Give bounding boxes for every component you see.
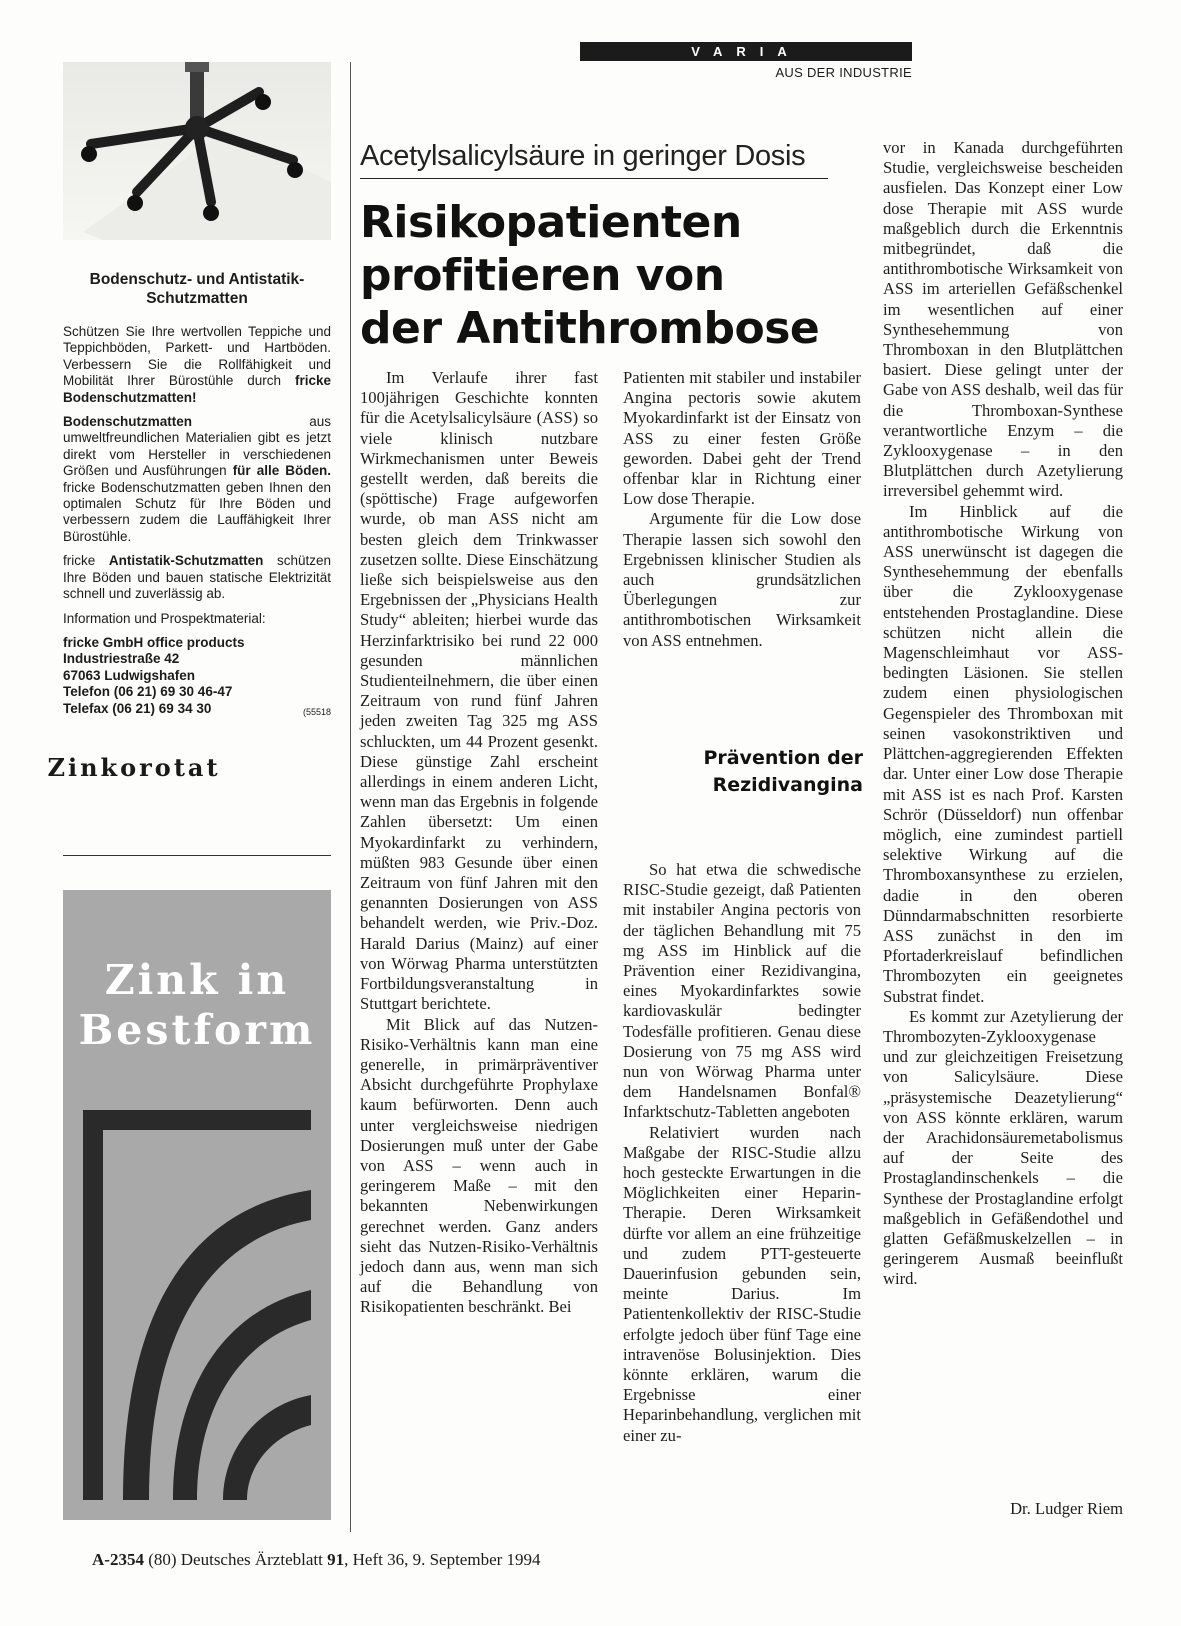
subheading-line-2: Rezidivangina [712,774,863,796]
ad-paragraph-2 [63,414,331,545]
ad-bold-text: für alle Böden. [232,463,331,479]
article-column-2-top [623,368,861,651]
paragraph: So hat etwa die schwedische RISC-Studie gezeigt, daß Patienten mit instabiler Angina pectoris von der täglichen Behandlung mit 75 mg ASS im Hinblick auf die Prävention einer Rezidivangina, eines Myokardinfarktes sowie kardiovaskulär bedingter Todesfälle profitieren. Genau diese Dosierung von 75 mg ASS wird nun von Wörwag Pharma unter dem Handelsnamen Bonfal® Infarktschutz-Tabletten angeboten [623,860,861,1122]
contact-fax-row [63,701,331,717]
office-chair-image [63,62,331,240]
journal-issue: , Heft 36, 9. September 1994 [344,1550,541,1569]
journal-volume: 91 [327,1550,345,1569]
article-column-1 [360,368,598,1318]
contact-fax: Telefax (06 21) 69 34 30 [63,700,212,716]
article-column-2-bottom [623,860,861,1446]
section-bar: VARIA [580,42,912,61]
chair-photo [63,62,331,240]
ad-bold-text: Antistatik-Schutzmatten [108,553,264,569]
article-subheading [623,745,863,799]
zink-ad [63,890,331,1520]
article-headline [360,196,840,355]
contact-street: Industriestraße 42 [63,651,180,667]
ad-text: fricke [63,553,96,569]
ad-body [63,324,331,720]
zink-product-name: Zinkorotat [47,753,221,782]
page-code: A-2354 [92,1550,144,1569]
article-kicker: Acetylsalicylsäure in geringer Dosis [360,140,806,172]
paragraph: Mit Blick auf das Nutzen-Risiko-Verhältnis kann man eine generelle, in primärpräventiver Absicht durchgeführte Prophylaxe kaum befürworten. Denn auch unter vergleichsweise niedrigen Dosierungen muß unter der Gabe von ASS – wenn auch in geringerem Maße – mit den bekannten Nebenwirkungen gerechnet werden. Ganz anders sieht das Nutzen-Risiko-Verhältnis jedoch dann aus, wenn man sich auf die Behandlung von Risikopatienten beschränkt. Bei [360,1014,598,1317]
paragraph: Relativiert wurden nach Maßgabe der RISC-Studie allzu hoch gesteckte Erwartungen in die Möglichkeiten einer Heparin-Therapie. Deren Wirksamkeit dürfte vor allem an eine frühzeitige und zudem PTT-gesteuerte Dauerinfusion gebunden sein, meinte Darius. Im Patientenkollektiv der RISC-Studie erfolgte jedoch über fünf Tage eine intravenöse Bolusinjektion. Dies könnte erklären, warum die Ergebnisse einer Heparinbehandlung, verglichen mit einer zu- [623,1122,861,1445]
column-divider [350,62,351,1532]
paragraph: vor in Kanada durchgeführten Studie, vergleichsweise bescheiden ausfielen. Das Konzept einer Low dose Therapie mit ASS wurde maßgeblich durch die Erkenntnis mitbegründet, daß die antithrombotische Wirksamkeit von ASS im arteriellen Gefäßschenkel im wesentlichen auf einer Synthesehemmung von Thromboxan in den Blutplättchen basiert. Diese gelingt unter der Gabe von ASS deshalb, weil das für die Thromboxan-Synthese verantwortliche Enzym – die Zyklooxygenase – in den Blutplättchen durch Azetylierung irreversibel gehemmt wird. [883,138,1123,501]
page-footer [92,1550,792,1570]
headline-line-1: Risikopatienten [360,197,742,248]
paragraph: Im Hinblick auf die antithrombotische Wirkung von ASS unerwünscht ist dagegen die Synthesehemmung der ebenfalls über die Zyklooxygenase entstehenden Prostaglandine. Diese schützen nicht allein die Magenschleimhaut vor ASS-bedingten Läsionen. Sie stellen zudem einen physiologischen Gegenspieler des Thromboxan mit seinen vasokonstriktiven und Plättchen-aggregierenden Effekten dar. Unter einer Low dose Therapie mit ASS ist es nach Prof. Karsten Schrör (Düsseldorf) nun offenbar möglich, eine zumindest partiell selektive Wirkung auf die Thromboxansynthese zu erzielen, dadie in den oberen Dünndarmabschnitten resorbierte ASS zunächst in den im Pfortaderkreislauf befindlichen Thrombozyten ein geeignetes Substrat findet. [883,501,1123,1006]
ad-contact-block [63,635,331,717]
ad-bold-text: fricke Bodenschutzmatten! [63,373,331,405]
contact-phone: Telefon (06 21) 69 30 46-47 [63,684,233,700]
paragraph: Im Verlaufe ihrer fast 100jährigen Geschichte konnten für die Acetylsalicylsäure (ASS) so viele klinisch nutzbare Wirkmechanismen unter Beweis gestellt werden, daß bereits die (spöttische) Frage aufgeworfen wurde, ob man ASS nicht am besten gleich dem Trinkwasser zusetzen sollte. Diese Einschätzung ließe sich beispielsweise aus den Ergebnissen der „Physicians Health Study“ ableiten; hierbei wurde das Herzinfarktrisiko bei rund 22 000 gesunden männlichen Studienteilnehmern, die über einen Zeitraum von rund fünf Jahren jeden zweiten Tag 325 mg ASS schluckten, um 44 Prozent gesenkt. Diese günstige Zahl erscheint allerdings in einem anderen Licht, wenn man das Ergebnis in folgende Zahlen übersetzt: Um einen Myokardinfarkt zu verhindern, müßten 983 Gesunde über einen Zeitraum von fünf Jahren mit den genannten Dosierungen von ASS behandelt werden, wie Priv.-Doz. Harald Darius (Mainz) auf einer von Wörwag Pharma unterstützten Fortbildungsveranstaltung in Stuttgart berichtete. [360,368,598,1014]
ad-code: (55518 [302,706,331,717]
ad-text: schützen Ihre Böden und bauen statische Elektrizität schnell und zuverlässig ab. [63,553,331,602]
ad-title: Bodenschutz- und Antistatik-Schutzmatten [89,271,305,307]
kicker-underline [360,178,828,179]
paragraph: Patienten mit stabiler und instabiler Angina pectoris sowie akutem Myokardinfarkt ist der Einsatz von ASS zu einer festen Größe geworden. Dabei geht der Trend offenbar klar in Richtung einer Low dose Therapie. [623,368,861,509]
ad-text: Schützen Sie Ihre wertvollen Teppiche und Teppichböden, Parkett- und Hartböden. Verbessern Sie die Rollfähigkeit und Mobilität Ihrer Bürostühle durch [63,324,331,389]
zink-headline-1: Zink in [104,956,290,1004]
article-author: Dr. Ludger Riem [1010,1499,1123,1518]
contact-company: fricke GmbH office products [63,634,245,650]
ad-text: aus umweltfreundlichen Materialien gibt es jetzt direkt vom Hersteller in verschiedenen Größen und Ausführungen [63,414,331,479]
contact-city: 67063 Ludwigshafen [63,667,196,683]
paragraph: Es kommt zur Azetylierung der Thrombozyten-Zyklooxygenase und zur gleichzeitigen Freisetzung von Salicylsäure. Diese „präsystemische Deazetylierung“ von ASS könnte erklären, warum der Arachidonsäuremetabolismus auf der Seite des Prostaglandinschenkels – die Synthese der Prostaglandine erfolgt maßgeblich in Gefäßendothel und glatten Gefäßmuskelzellen – in geringerem Ausmaß beeinflußt wird. [883,1006,1123,1289]
ad-info-label: Information und Prospektmaterial: [63,610,266,626]
subsection-label: AUS DER INDUSTRIE [775,65,912,80]
headline-line-3: der Antithrombose [360,303,820,354]
ad-text: fricke Bodenschutzmatten geben Ihnen den optimalen Schutz für Ihre Böden und verbessern zudem die Lauffähigkeit Ihrer Bürostühle. [63,479,331,544]
subheading-line-1: Prävention der [703,747,863,769]
ad-bold-text: Bodenschutzmatten [63,414,193,430]
zink-headline-2: Bestform [78,1006,316,1054]
ad-paragraph-3 [63,553,331,602]
article-column-3 [883,138,1123,1290]
paragraph: Argumente für die Low dose Therapie lassen sich sowohl den Ergebnissen klinischer Studien als auch grundsätzlichen Überlegungen zur antithrombotischen Wirksamkeit von ASS entnehmen. [623,509,861,650]
ad-paragraph-1 [63,324,331,406]
ad-divider [63,855,331,856]
journal-name: (80) Deutsches Ärzteblatt [148,1550,323,1569]
headline-line-2: profitieren von [360,250,725,301]
